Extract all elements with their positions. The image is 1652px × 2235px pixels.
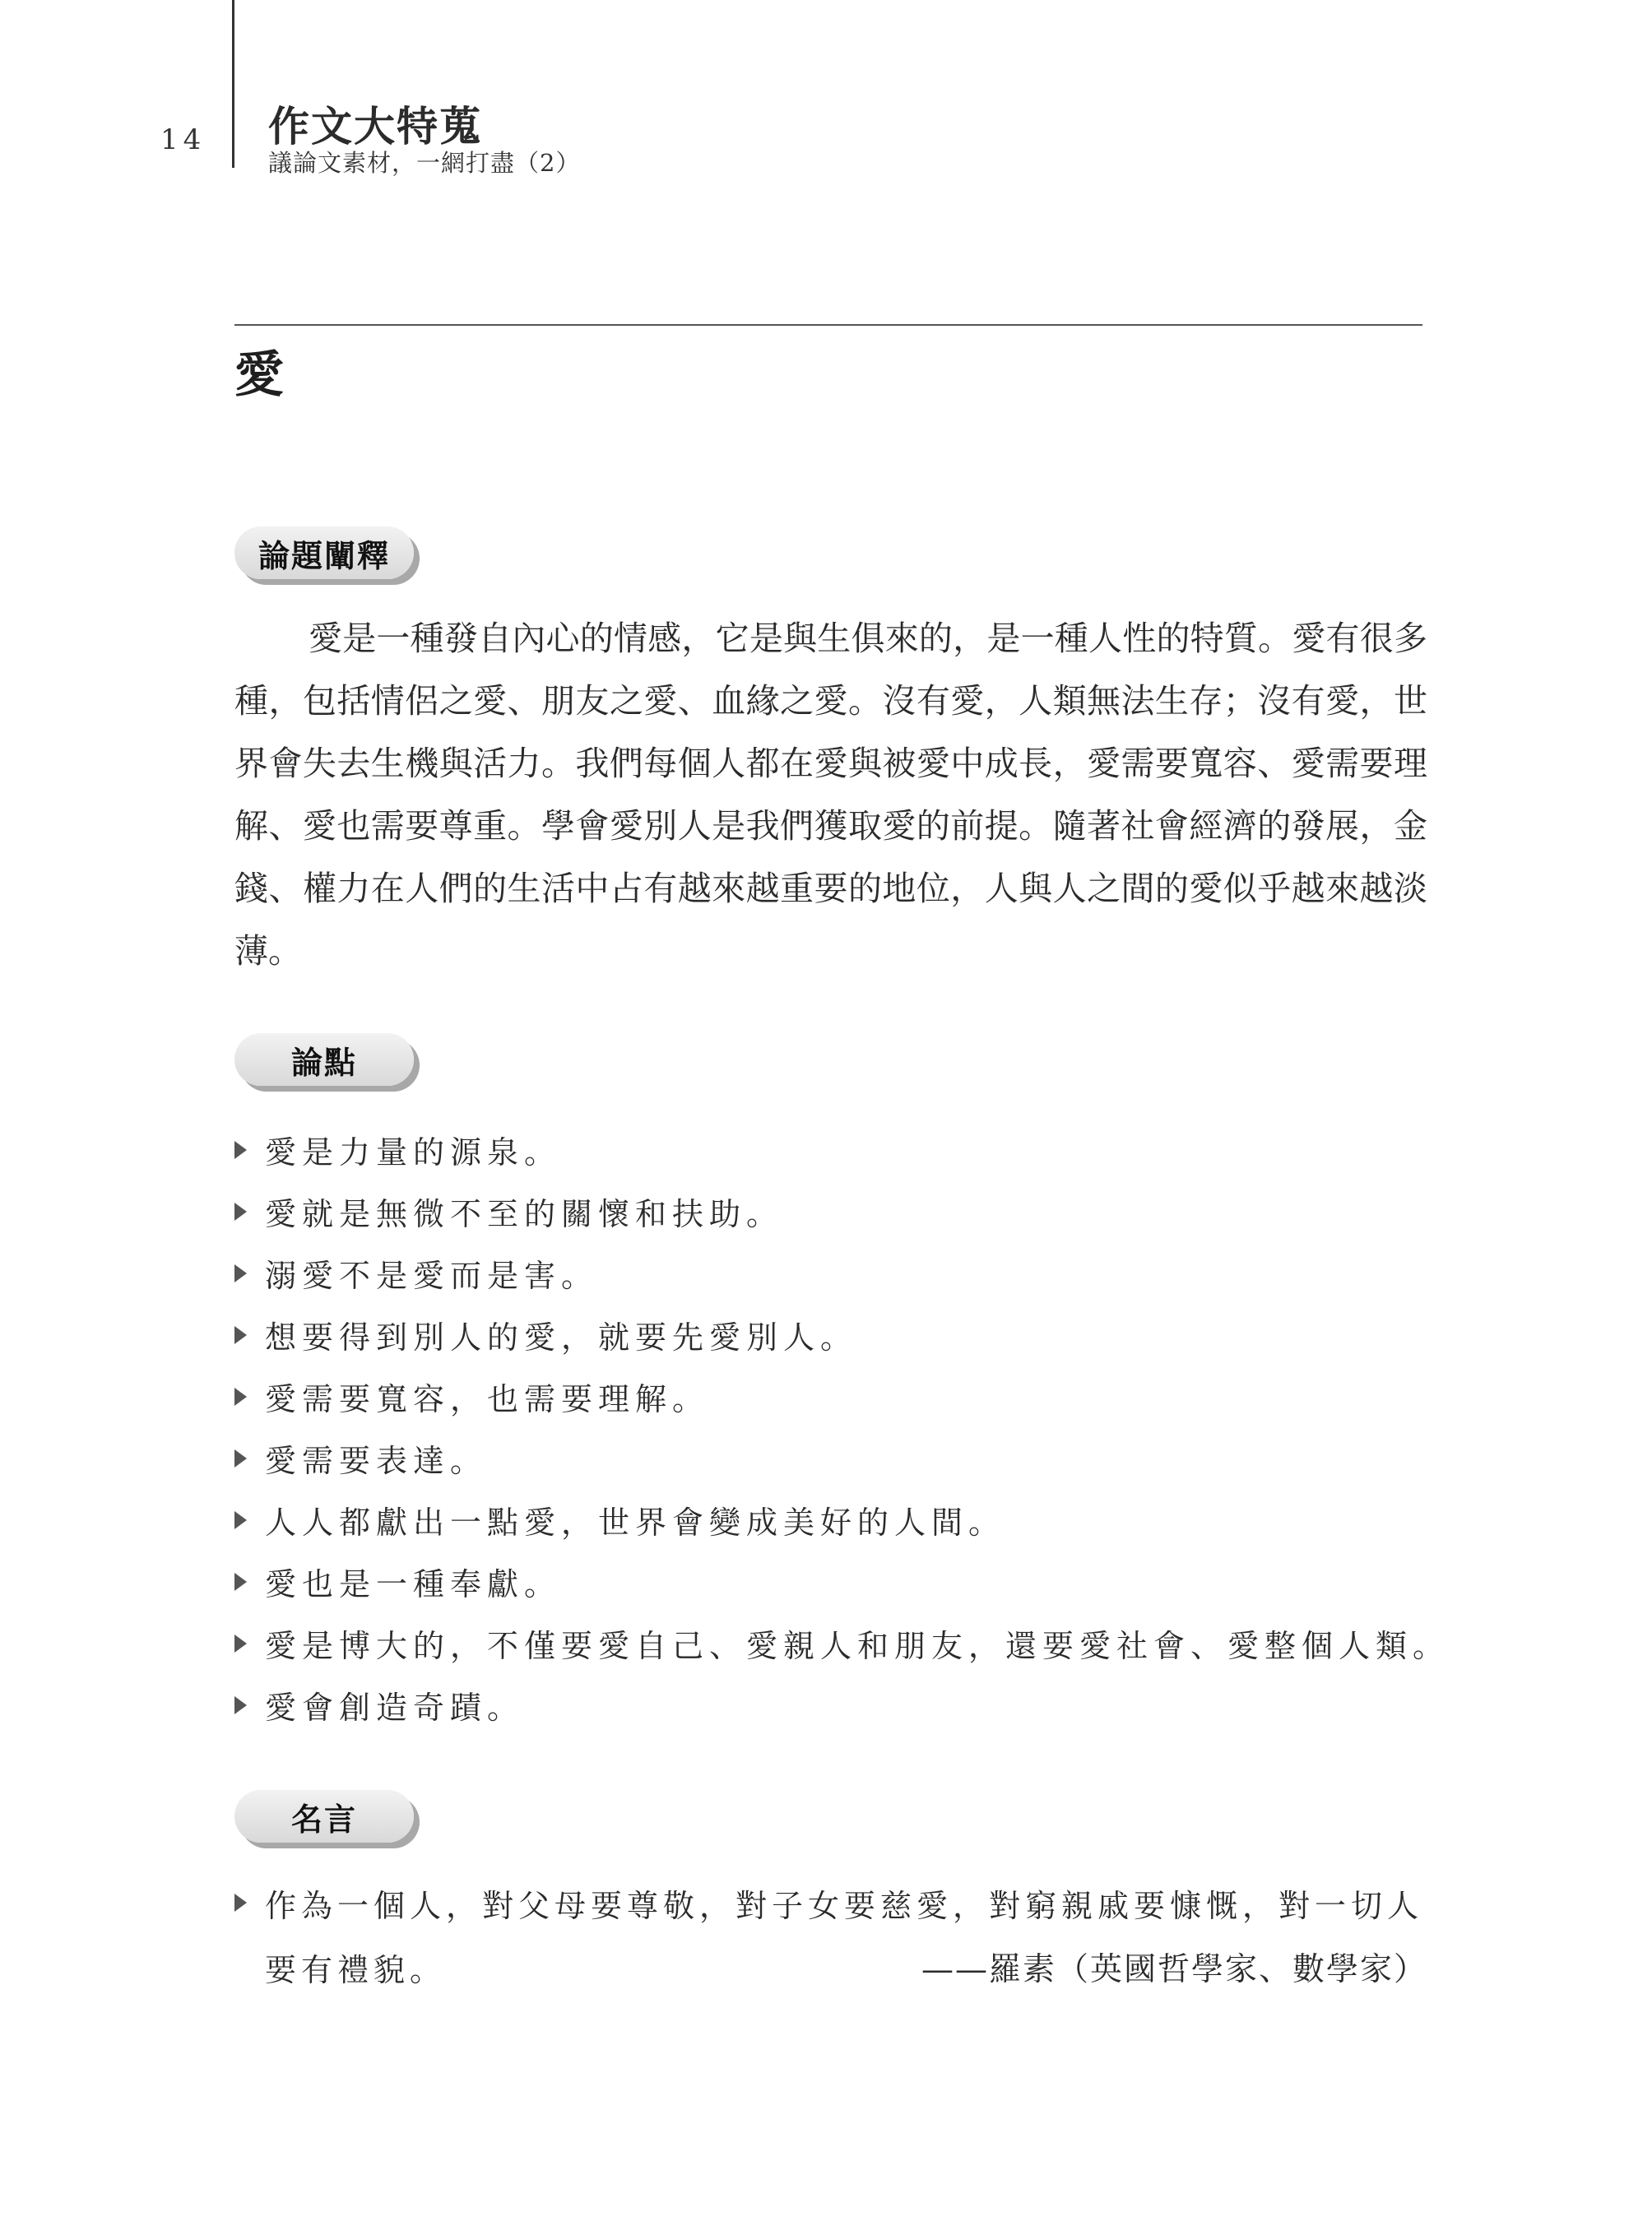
point-text: 愛是博大的，不僅要愛自己、愛親人和朋友，還要愛社會、愛整個人類。 — [265, 1628, 1450, 1664]
section-tab-points: 論點 — [234, 1033, 414, 1086]
quote-author: ——羅素（英國哲學家、數學家） — [921, 1951, 1427, 1988]
list-item — [234, 1304, 1436, 1366]
arrow-bullet-icon — [234, 1449, 247, 1468]
quote-text: 作為一個人，對父母要尊敬，對子女要慈愛，對窮親戚要慷慨，對一切人 — [265, 1887, 1424, 1924]
quote-block — [234, 1871, 1427, 1999]
list-item — [234, 1119, 1436, 1180]
list-item — [234, 1612, 1450, 1674]
list-item — [234, 1674, 1436, 1736]
list-item — [234, 1427, 1436, 1489]
point-text: 愛需要表達。 — [265, 1443, 488, 1479]
explanation-paragraph: 愛是一種發自內心的情感，它是與生俱來的，是一種人性的特質。愛有很多種，包括情侶之愛、朋友之愛、血緣之愛。沒有愛，人類無法生存；沒有愛，世界會失去生機與活力。我們每個人都在愛與被愛中成長，愛需要寬容、愛需要理解、愛也需要尊重。學會愛別人是我們獲取愛的前提。隨著社會經濟的發展，金錢、權力在人們的生活中占有越來越重要的地位，人與人之間的愛似乎越來越淡薄。 — [234, 619, 1427, 971]
arrow-bullet-icon — [234, 1388, 247, 1406]
point-text: 愛需要寬容，也需要理解。 — [265, 1381, 710, 1417]
quote-line-2 — [234, 1935, 1427, 1999]
arrow-bullet-icon — [234, 1203, 247, 1221]
section-tab-explanation: 論題闡釋 — [234, 526, 414, 579]
arrow-bullet-icon — [234, 1141, 247, 1159]
points-list — [234, 1119, 1450, 1736]
list-item — [234, 1242, 1436, 1304]
arrow-bullet-icon — [234, 1511, 247, 1529]
arrow-bullet-icon — [234, 1894, 247, 1912]
arrow-bullet-icon — [234, 1635, 247, 1653]
list-item — [234, 1366, 1436, 1427]
page-number: 14 — [160, 123, 206, 156]
point-text: 想要得到別人的愛，就要先愛別人。 — [265, 1319, 858, 1356]
list-item — [234, 1180, 1436, 1242]
point-text: 愛會創造奇蹟。 — [265, 1690, 525, 1726]
arrow-bullet-icon — [234, 1326, 247, 1344]
point-text: 愛也是一種奉獻。 — [265, 1566, 562, 1602]
book-title: 作文大特蒐 — [268, 102, 482, 151]
list-item — [234, 1551, 1436, 1612]
header-divider — [232, 0, 234, 168]
chapter-divider — [234, 324, 1422, 326]
chapter-title: 愛 — [234, 346, 284, 404]
list-item — [234, 1489, 1436, 1551]
point-text: 溺愛不是愛而是害。 — [265, 1258, 599, 1294]
arrow-bullet-icon — [234, 1696, 247, 1714]
point-text: 人人都獻出一點愛，世界會變成美好的人間。 — [265, 1505, 1006, 1541]
quote-line-1 — [234, 1871, 1427, 1935]
point-text: 愛就是無微不至的關懷和扶助。 — [265, 1196, 784, 1232]
book-subtitle: 議論文素材，一網打盡（2） — [268, 149, 581, 177]
quote-text-continued: 要有禮貌。 — [265, 1951, 447, 1988]
section-tab-quotes: 名言 — [234, 1790, 414, 1843]
arrow-bullet-icon — [234, 1573, 247, 1591]
arrow-bullet-icon — [234, 1264, 247, 1282]
point-text: 愛是力量的源泉。 — [265, 1134, 562, 1171]
